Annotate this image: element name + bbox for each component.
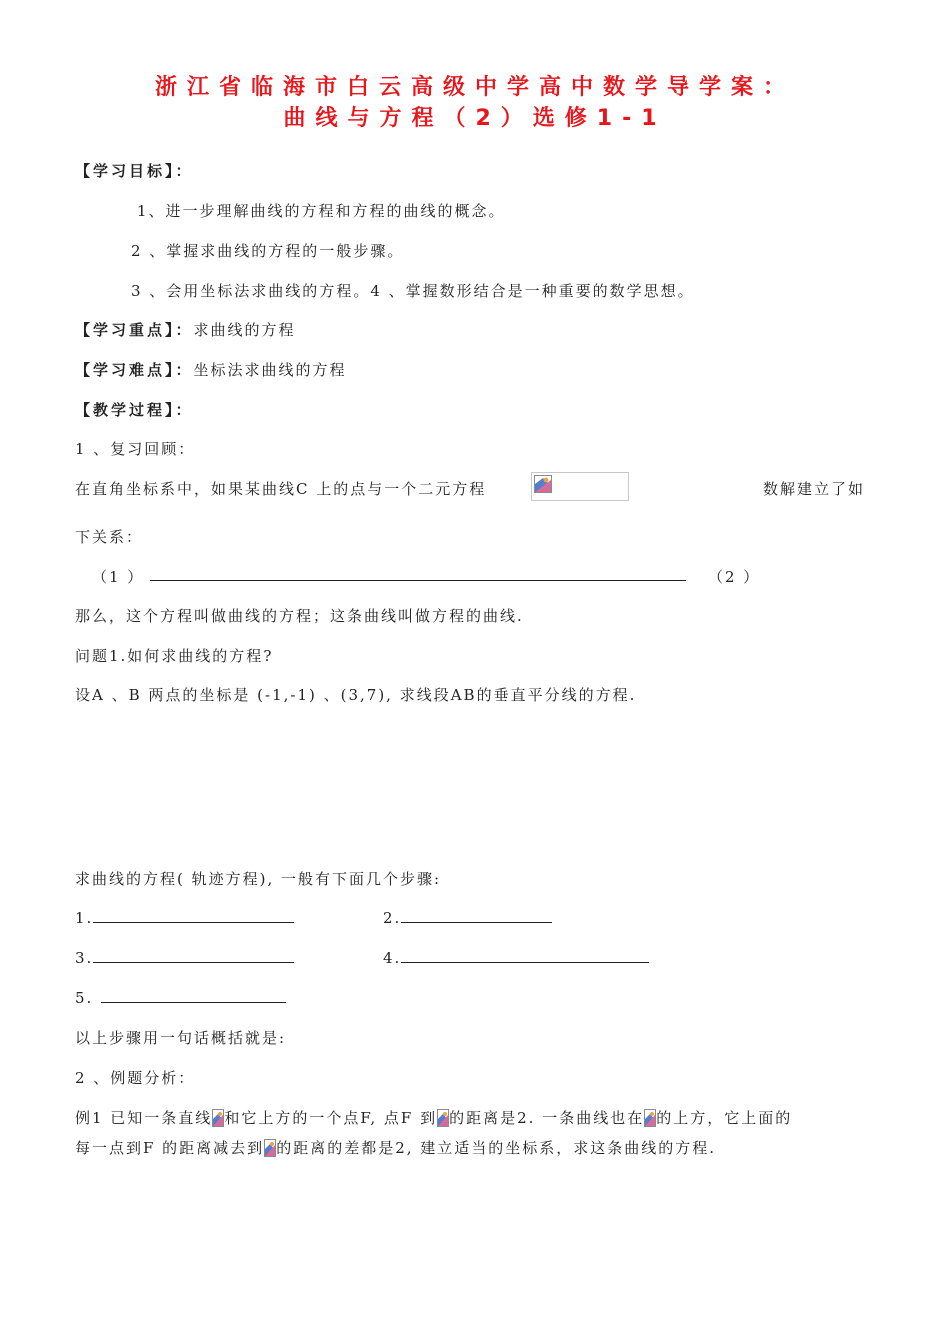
review-item-2: （2 ） [708, 568, 761, 586]
review-text-after: 数解建立了如 [763, 480, 866, 498]
review-conclusion: 那么，这个方程叫做曲线的方程；这条曲线叫做方程的曲线. [75, 607, 524, 625]
equation-image-box [531, 472, 629, 501]
example-paragraph-line-2 [75, 1137, 716, 1158]
example-text-1d: 的上方，它上面的 [656, 1109, 793, 1127]
example-text-1b: 和它上方的一个点F, 点F 到 [224, 1109, 438, 1127]
review-problem: 设A 、B 两点的坐标是 (-1,-1) 、(3,7), 求线段AB的垂直平分线的方程. [75, 686, 637, 704]
step-3-label: 3. [75, 949, 94, 967]
broken-image-icon [212, 1109, 224, 1127]
review-heading: 1 、复习回顾： [75, 440, 196, 458]
review-blank-1 [150, 566, 686, 581]
example-paragraph-line-1 [75, 1107, 792, 1128]
example-text-1c: 的距离是2. 一条曲线也在 [449, 1109, 645, 1127]
step-4-label: 4. [383, 949, 402, 967]
objective-2: 2 、掌握求曲线的方程的一般步骤。 [131, 242, 405, 260]
step-2-label: 2. [383, 909, 402, 927]
step-2 [383, 908, 552, 927]
title-line-2: 曲线与方程（2）选修1-1 [283, 106, 667, 131]
steps-summary: 以上步骤用一句话概括就是: [75, 1029, 287, 1047]
title-line-1: 浙江省临海市白云高级中学高中数学导学案： [154, 75, 795, 100]
step-2-blank [401, 908, 552, 923]
step-3-blank [93, 948, 294, 963]
objective-3: 3 、会用坐标法求曲线的方程。4 、掌握数形结合是一种重要的数学思想。 [131, 282, 695, 300]
key-text: 求曲线的方程 [193, 321, 296, 339]
review-text-line2: 下关系： [75, 528, 144, 546]
objectives-heading: 【学习目标】： [75, 162, 194, 180]
example-text-2a: 每一点到F 的距离减去到 [75, 1139, 265, 1157]
objective-1: 1、进一步理解曲线的方程和方程的曲线的概念。 [137, 202, 506, 220]
review-item-1: （1 ） [92, 568, 145, 586]
step-1-blank [93, 908, 294, 923]
step-5-label: 5. [75, 989, 94, 1007]
broken-image-icon [534, 475, 552, 493]
broken-image-icon [437, 1109, 449, 1127]
step-5 [75, 988, 286, 1007]
process-heading: 【教学过程】： [75, 401, 194, 419]
step-4-blank [401, 948, 649, 963]
step-1-label: 1. [75, 909, 94, 927]
steps-intro: 求曲线的方程( 轨迹方程), 一般有下面几个步骤: [75, 870, 442, 888]
key-points [75, 319, 296, 340]
step-3 [75, 948, 294, 967]
broken-image-icon [264, 1139, 276, 1157]
step-5-blank [101, 988, 286, 1003]
difficulty-heading: 【学习难点】： [75, 361, 194, 379]
example-text-2b: 的距离的差都是2, 建立适当的坐标系，求这条曲线的方程. [276, 1139, 717, 1157]
step-4 [383, 948, 649, 967]
difficulty-points [75, 359, 347, 380]
key-heading: 【学习重点】： [75, 321, 194, 339]
review-text-before: 在直角坐标系中，如果某曲线C 上的点与一个二元方程 [75, 480, 487, 498]
example-text-1a: 例1 已知一条直线 [75, 1109, 213, 1127]
example-heading: 2 、例题分析： [75, 1069, 196, 1087]
review-question: 问题1.如何求曲线的方程? [75, 647, 274, 665]
step-1 [75, 908, 294, 927]
difficulty-text: 坐标法求曲线的方程 [193, 361, 347, 379]
broken-image-icon [644, 1109, 656, 1127]
